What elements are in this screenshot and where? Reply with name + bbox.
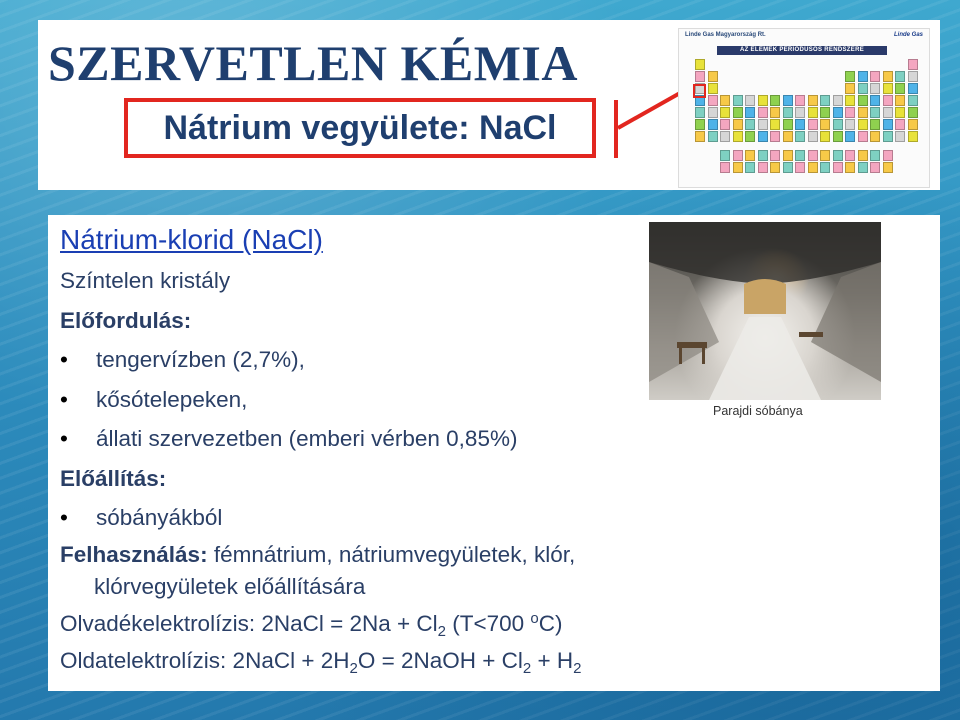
periodic-table-cell xyxy=(895,107,905,118)
periodic-table-cell xyxy=(883,95,893,106)
periodic-table-cell xyxy=(758,162,768,173)
periodic-table-cell xyxy=(908,131,918,142)
periodic-table-header xyxy=(685,32,923,44)
periodic-table-cell xyxy=(845,71,855,82)
periodic-table-cell xyxy=(720,162,730,173)
periodic-table-cell xyxy=(908,83,918,94)
periodic-table-cell xyxy=(870,162,880,173)
periodic-table-cell xyxy=(858,83,868,94)
periodic-table-cell xyxy=(783,162,793,173)
usage-continuation: klórvegyületek előállítására xyxy=(94,573,366,599)
page-title: SZERVETLEN KÉMIA xyxy=(48,35,578,91)
content-text xyxy=(60,219,740,676)
list-item: • tengervízben (2,7%), xyxy=(60,340,740,380)
periodic-table-cell xyxy=(858,107,868,118)
periodic-table-cell xyxy=(908,95,918,106)
periodic-table-cell xyxy=(795,131,805,142)
periodic-table-cell xyxy=(733,162,743,173)
content-panel xyxy=(48,215,940,691)
periodic-table-cell xyxy=(895,71,905,82)
melt-unit-text: C) xyxy=(538,610,563,636)
periodic-table-cell xyxy=(808,131,818,142)
periodic-table-cell xyxy=(820,131,830,142)
periodic-table-cell xyxy=(770,150,780,161)
solution-equation-text: O = 2NaOH + Cl xyxy=(357,647,523,673)
melt-subscript: 2 xyxy=(437,622,446,640)
photo-caption: Parajdi sóbánya xyxy=(713,404,803,418)
periodic-table-cell xyxy=(870,71,880,82)
periodic-table-cell xyxy=(795,162,805,173)
periodic-table-cell xyxy=(708,131,718,142)
periodic-table-cell xyxy=(820,107,830,118)
periodic-table-cell xyxy=(870,95,880,106)
periodic-table-cell xyxy=(695,107,705,118)
description-line: Színtelen kristály xyxy=(60,268,231,293)
periodic-table-cell xyxy=(883,119,893,130)
solution-equation-text: Oldatelektrolízis: 2NaCl + 2H xyxy=(60,647,350,673)
periodic-table-cell xyxy=(845,119,855,130)
periodic-table-cell xyxy=(845,162,855,173)
salt-mine-photo xyxy=(649,222,881,400)
periodic-table-cell xyxy=(820,95,830,106)
periodic-table-cell xyxy=(870,83,880,94)
periodic-table-cell xyxy=(720,95,730,106)
periodic-table-cell xyxy=(883,150,893,161)
periodic-table-cell xyxy=(858,95,868,106)
periodic-table-cell xyxy=(845,83,855,94)
list-item: • kősótelepeken, xyxy=(60,380,740,420)
periodic-table-cell xyxy=(858,162,868,173)
periodic-table-cell xyxy=(745,107,755,118)
periodic-table-cell xyxy=(883,107,893,118)
periodic-table-cell xyxy=(758,95,768,106)
periodic-table-cell xyxy=(720,107,730,118)
periodic-table-cell xyxy=(745,162,755,173)
sodium-highlight xyxy=(693,84,706,98)
periodic-table-cell xyxy=(908,59,918,70)
usage-line xyxy=(60,538,740,572)
periodic-table-cell xyxy=(845,131,855,142)
solution-electrolysis-line xyxy=(60,646,740,676)
periodic-table-cell xyxy=(870,150,880,161)
solution-subscript: 2 xyxy=(573,659,582,677)
melt-electrolysis-line xyxy=(60,602,740,646)
periodic-table-cell xyxy=(745,119,755,130)
periodic-table-cell xyxy=(758,150,768,161)
periodic-table-cell xyxy=(870,131,880,142)
periodic-table-cell xyxy=(733,131,743,142)
periodic-table-cell xyxy=(895,95,905,106)
title-panel xyxy=(38,20,940,190)
periodic-table-cell xyxy=(708,95,718,106)
periodic-table-cell xyxy=(858,119,868,130)
periodic-table-cell xyxy=(808,162,818,173)
periodic-table-cell xyxy=(833,131,843,142)
periodic-table-cell xyxy=(858,71,868,82)
periodic-table-heading: AZ ELEMEK PERIÓDUSOS RENDSZERE xyxy=(717,46,887,55)
periodic-table-cell xyxy=(908,107,918,118)
periodic-table-cell xyxy=(895,83,905,94)
melt-condition-text: (T<700 xyxy=(446,610,531,636)
periodic-table-cell xyxy=(733,150,743,161)
periodic-table-cell xyxy=(720,150,730,161)
periodic-table-cell xyxy=(883,83,893,94)
periodic-table-cell xyxy=(883,162,893,173)
periodic-table-cell xyxy=(770,119,780,130)
periodic-table-cell xyxy=(833,107,843,118)
solution-equation-text: + H xyxy=(531,647,574,673)
periodic-table-cell xyxy=(695,119,705,130)
periodic-table-cell xyxy=(808,119,818,130)
periodic-table-cell xyxy=(745,150,755,161)
periodic-table-cell xyxy=(845,150,855,161)
periodic-table-cell xyxy=(833,119,843,130)
periodic-table-cell xyxy=(720,131,730,142)
periodic-table-cell xyxy=(770,162,780,173)
slide-subtitle: Nátrium vegyülete: NaCl xyxy=(163,108,557,147)
solution-subscript: 2 xyxy=(522,659,532,677)
periodic-table-cell xyxy=(733,95,743,106)
periodic-table-cell xyxy=(795,95,805,106)
periodic-table-cell xyxy=(883,71,893,82)
periodic-table-cell xyxy=(883,131,893,142)
periodic-table-cell xyxy=(733,119,743,130)
periodic-table-cell xyxy=(808,95,818,106)
periodic-table-cell xyxy=(795,119,805,130)
periodic-table-cell xyxy=(783,131,793,142)
list-item: • sóbányákból xyxy=(60,498,740,538)
melt-equation-text: Olvadékelektrolízis: 2NaCl = 2Na + Cl xyxy=(60,610,438,636)
periodic-table-cell xyxy=(895,119,905,130)
periodic-table-cell xyxy=(708,83,718,94)
periodic-table-cell xyxy=(758,119,768,130)
periodic-table-cell xyxy=(808,150,818,161)
production-label: Előállítás: xyxy=(60,465,167,491)
periodic-table-cell xyxy=(708,71,718,82)
periodic-table-cell xyxy=(695,131,705,142)
periodic-table-cell xyxy=(695,71,705,82)
periodic-table-cell xyxy=(708,119,718,130)
periodic-table-cell xyxy=(858,131,868,142)
periodic-table-cell xyxy=(758,131,768,142)
periodic-table-cell xyxy=(895,131,905,142)
periodic-table-cell xyxy=(808,107,818,118)
periodic-table-cell xyxy=(845,95,855,106)
usage-label: Felhasználás: xyxy=(60,541,208,567)
periodic-table-cell xyxy=(783,107,793,118)
periodic-table-cell xyxy=(783,119,793,130)
periodic-table-cell xyxy=(783,150,793,161)
periodic-table-cell xyxy=(908,71,918,82)
salt-mine-illustration xyxy=(649,222,881,400)
periodic-table-cell xyxy=(770,107,780,118)
periodic-table-cell xyxy=(795,150,805,161)
list-item: • állati szervezetben (emberi vérben 0,85%) xyxy=(60,419,740,459)
solution-subscript: 2 xyxy=(349,659,358,677)
periodic-table-cell xyxy=(820,150,830,161)
periodic-table-cell xyxy=(833,162,843,173)
linde-logo: Linde Gas xyxy=(893,32,923,38)
periodic-table-cell xyxy=(870,107,880,118)
periodic-table-cell xyxy=(858,150,868,161)
periodic-table-cell xyxy=(770,131,780,142)
periodic-table-cell xyxy=(833,95,843,106)
melt-superscript: o xyxy=(530,609,539,627)
periodic-table-cell xyxy=(908,119,918,130)
periodic-table-cell xyxy=(770,95,780,106)
periodic-table-cell xyxy=(695,59,705,70)
periodic-table-cell xyxy=(745,131,755,142)
periodic-table-cell xyxy=(708,107,718,118)
periodic-table-cell xyxy=(795,107,805,118)
periodic-table-cell xyxy=(845,107,855,118)
periodic-table-company: Linde Gas Magyarország Rt. xyxy=(685,32,766,38)
section-heading[interactable]: Nátrium-klorid (NaCl) xyxy=(60,224,323,255)
periodic-table-cell xyxy=(720,119,730,130)
periodic-table-cell xyxy=(733,107,743,118)
periodic-table-image xyxy=(678,28,930,188)
periodic-table-cell xyxy=(833,150,843,161)
periodic-table-cell xyxy=(745,95,755,106)
periodic-table-cell xyxy=(820,119,830,130)
periodic-table-cell xyxy=(758,107,768,118)
periodic-table-cell xyxy=(783,95,793,106)
occurrence-label: Előfordulás: xyxy=(60,307,192,333)
usage-text: fémnátrium, nátriumvegyületek, klór, xyxy=(207,541,576,567)
periodic-table-cell xyxy=(820,162,830,173)
periodic-table-cell xyxy=(870,119,880,130)
